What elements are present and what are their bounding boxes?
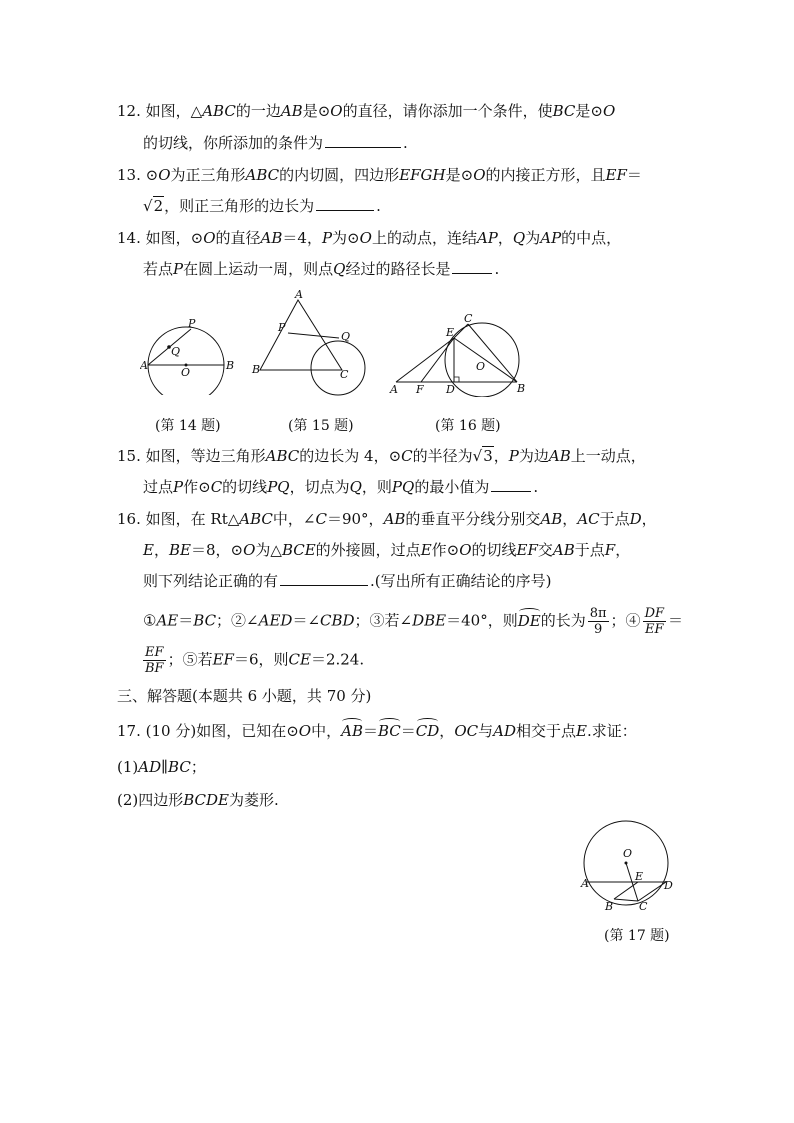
label-b: B <box>605 900 614 913</box>
figure-16 <box>388 312 533 397</box>
question-15-line-1: 15. 如图，等边三角形ABC的边长为 4，⊙C的半径为√3，P为边AB上一动点， <box>117 447 646 465</box>
figure-14 <box>140 315 240 395</box>
label-e: E <box>635 870 644 883</box>
figure-14-caption: (第 14 题) <box>155 418 221 434</box>
question-12-line-2: 的切线，你所添加的条件为 . <box>143 134 408 152</box>
sqrt-symbol: √3 <box>472 447 493 465</box>
label-d: D <box>664 879 673 892</box>
tangent-ef <box>421 338 454 382</box>
fraction-df-over-ef: $\frac{DF}{EF}$ <box>644 606 665 637</box>
answer-blank[interactable] <box>452 259 492 274</box>
label-d: D <box>446 383 455 396</box>
question-15-line-2: 过点P作⊙C的切线PQ，切点为Q，则PQ的最小值为 . <box>143 478 539 496</box>
question-13-line-1: 13. ⊙O为正三角形ABC的内切圆，四边形EFGH是⊙O的内接正方形，且EF＝ <box>117 166 642 184</box>
label-a: A <box>390 383 398 396</box>
label-f: F <box>416 383 424 396</box>
question-number: 14. <box>117 229 141 247</box>
label-q: Q <box>341 330 351 343</box>
answer-blank[interactable] <box>316 196 374 211</box>
label-p: P <box>278 321 286 334</box>
label-o: O <box>623 847 633 860</box>
question-number: 15. <box>117 447 141 465</box>
label-e: E <box>446 326 455 339</box>
segment-cd <box>638 882 666 901</box>
label-b: B <box>252 363 261 376</box>
label-b: B <box>226 359 235 372</box>
triangle-abc <box>260 300 342 370</box>
question-17-part-1: (1)AD∥BC； <box>117 758 206 776</box>
label-p: P <box>188 317 196 330</box>
section-3-heading: 三、解答题(本题共 6 小题，共 70 分) <box>117 687 372 705</box>
answer-blank[interactable] <box>325 133 401 148</box>
sqrt-symbol: √2 <box>143 197 164 215</box>
label-a: A <box>295 290 303 301</box>
question-12-line-1: 12. 如图，△ABC的一边AB是⊙O的直径，请你添加一个条件，使BC是⊙O <box>117 102 616 120</box>
label-o: O <box>476 360 486 373</box>
question-16-line-2: E，BE＝8，⊙O为△BCE的外接圆，过点E作⊙O的切线EF交AB于点F， <box>143 541 631 559</box>
segment-bc <box>614 899 638 901</box>
figure-15 <box>250 290 370 400</box>
fraction-ef-over-bf: $\frac{EF}{BF}$ <box>145 645 164 676</box>
arc-bc: BC <box>377 722 401 740</box>
answer-blank[interactable] <box>280 571 368 586</box>
question-16-line-5: $\frac{EF}{BF}$ ；⑤若EF＝6，则CE＝2.24. <box>145 645 365 676</box>
figure-17 <box>578 815 678 915</box>
label-c: C <box>340 368 349 381</box>
question-number: 12. <box>117 102 141 120</box>
arc-de: DE <box>517 611 541 630</box>
fraction-8pi-over-9: $\frac{8\pi}{9}$ <box>589 606 607 637</box>
answer-blank[interactable] <box>491 477 531 492</box>
segment-ec <box>454 324 468 338</box>
question-16-line-4: ①AE＝BC；②∠AED＝∠CBD；③若∠DBE＝40°，则DE的长为 $\frac{8\pi}{9}$ ；④ $\frac{DF}{EF}$ ＝ <box>143 606 684 637</box>
question-16-line-3: 则下列结论正确的有 .(写出所有正确结论的序号) <box>143 572 552 590</box>
center-o <box>625 862 628 865</box>
circle-c <box>311 341 365 395</box>
question-16-line-1: 16. 如图，在 Rt△ABC中，∠C＝90°，AB的垂直平分线分别交AB，AC于点D， <box>117 510 657 528</box>
arc-cd: CD <box>415 722 440 740</box>
question-17-line-1: 17. (10 分)如图，已知在⊙O中，AB＝BC＝CD，OC与AD相交于点E.求证： <box>117 722 637 740</box>
label-o: O <box>181 366 191 379</box>
figure-15-caption: (第 15 题) <box>288 418 354 434</box>
label-a: A <box>140 359 148 372</box>
label-q: Q <box>171 345 181 358</box>
question-number: 16. <box>117 510 141 528</box>
question-number: 17. <box>117 722 141 740</box>
figure-16-caption: (第 16 题) <box>435 418 501 434</box>
label-c: C <box>639 900 648 913</box>
tangent-pq <box>288 333 339 338</box>
question-17-part-2: (2)四边形BCDE为菱形. <box>117 791 279 809</box>
arc-ab: AB <box>341 722 363 740</box>
label-b: B <box>517 382 526 395</box>
right-angle-mark <box>454 377 459 382</box>
question-13-line-2: √2，则正三角形的边长为 . <box>143 197 381 215</box>
question-number: 13. <box>117 166 141 184</box>
label-a: A <box>581 877 589 890</box>
question-14-line-1: 14. 如图，⊙O的直径AB＝4，P为⊙O上的动点，连结AP，Q为AP的中点， <box>117 229 622 247</box>
question-14-line-2: 若点P在圆上运动一周，则点Q经过的路径长是 . <box>143 260 500 278</box>
label-c: C <box>464 312 473 325</box>
figure-17-caption: (第 17 题) <box>604 928 670 944</box>
